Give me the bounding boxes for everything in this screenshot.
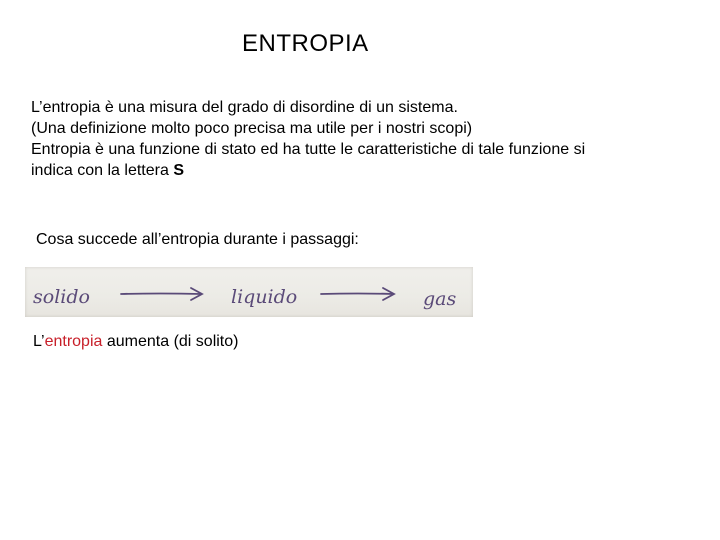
question-text: Cosa succede all’entropia durante i passaggi: (36, 231, 359, 248)
conclusion-prefix: L’ (33, 333, 45, 350)
entropy-highlight: entropia (44, 333, 103, 350)
definition-line-3: Entropia è una funzione di stato ed ha tutte le caratteristiche di tale funzione si (31, 141, 586, 158)
definition-line-4 (31, 160, 691, 181)
state-gas: gas (423, 288, 457, 310)
definition-line-4-text: indica con la lettera (31, 162, 174, 179)
definition-line-2: (Una definizione molto poco precisa ma utile per i nostri scopi) (31, 120, 473, 137)
arrow-right-icon (321, 288, 394, 300)
conclusion-text (33, 333, 238, 351)
state-solid: solido (33, 286, 90, 308)
handwritten-phase-sequence-image (25, 267, 473, 317)
arrow-right-icon (121, 288, 202, 300)
handwritten-phase-sequence-drawing (25, 267, 473, 317)
conclusion-suffix: aumenta (di solito) (102, 333, 239, 350)
entropy-symbol: S (173, 162, 184, 179)
page-title: ENTROPIA (242, 30, 369, 57)
definition-paragraph (31, 97, 691, 181)
state-liquid: liquido (231, 286, 298, 308)
definition-line-1: L’entropia è una misura del grado di disordine di un sistema. (31, 99, 458, 116)
